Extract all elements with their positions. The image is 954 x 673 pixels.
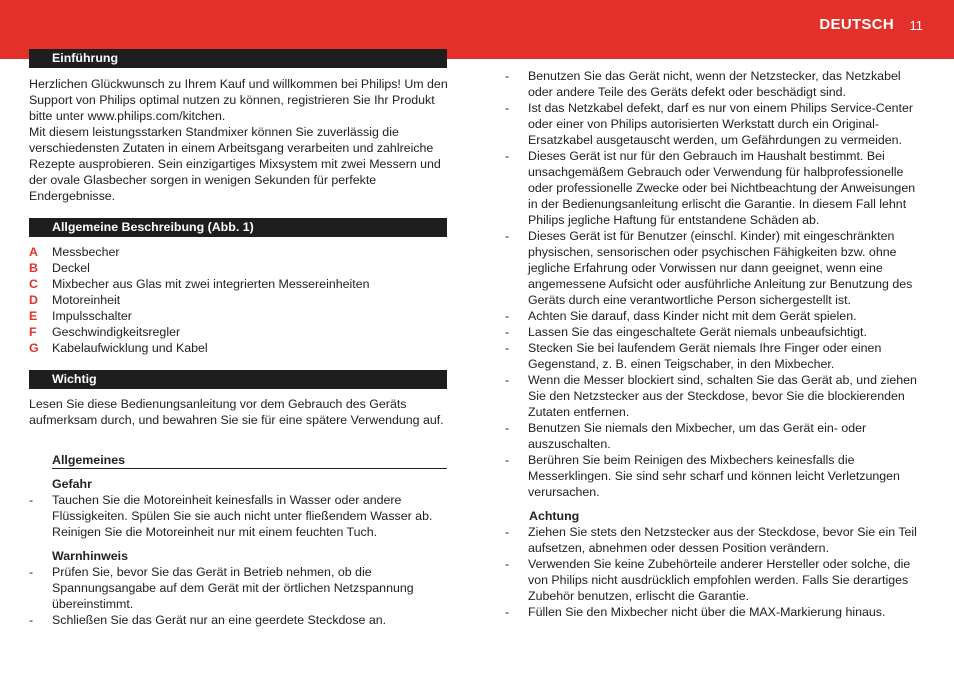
part-letter: C — [29, 277, 38, 291]
danger-heading: Gefahr — [52, 477, 92, 491]
part-letter: E — [29, 309, 38, 323]
list-item-text: Dieses Gerät ist für Benutzer (einschl. Kinder) mit eingeschränkten physischen, sensorischen oder psychischen Fähigkeiten bzw. ohne jegliche Erfahrung oder Vorwissen nur dann geeignet, wenn eine angemessene Aufsicht oder ausführliche Anleitung zur Benutzung des Geräts durch eine verantwortliche Person sichergestellt ist. — [528, 229, 913, 307]
part-item — [29, 292, 369, 308]
section-heading-description-text: Allgemeine Beschreibung (Abb. 1) — [52, 220, 254, 234]
caution-list — [505, 524, 927, 620]
warning-item — [505, 324, 927, 340]
part-letter: D — [29, 293, 38, 307]
bullet-dash: - — [505, 605, 510, 619]
section-heading-important-text: Wichtig — [52, 372, 97, 386]
list-item-text: Achten Sie darauf, dass Kinder nicht mit dem Gerät spielen. — [528, 309, 857, 323]
bullet-dash: - — [505, 557, 510, 571]
subheading-general — [52, 452, 447, 469]
bullet-dash: - — [29, 613, 34, 627]
bullet-dash: - — [505, 101, 510, 115]
warning-item — [505, 372, 927, 420]
part-label: Mixbecher aus Glas mit zwei integrierten Messereinheiten — [52, 277, 370, 291]
part-letter: A — [29, 245, 38, 259]
part-label: Deckel — [52, 261, 90, 275]
list-item-text: Berühren Sie beim Reinigen des Mixbechers keinesfalls die Messerklingen. Sie sind sehr scharf und können leicht Verletzungen verursachen. — [528, 453, 900, 499]
bullet-dash: - — [505, 229, 510, 243]
subheading-general-text: Allgemeines — [52, 453, 125, 467]
intro-paragraph-2: Mit diesem leistungsstarken Standmixer können Sie zuverlässig die verschiedensten Zutaten in einem Arbeitsgang verarbeiten und zahlreiche Rezepte ausprobieren. Sein einzigartiges Mixsystem mit zwei Messern und der ovale Glasbecher sorgen in wenigen Sekunden für perfekte Endergebnisse. — [29, 125, 441, 203]
part-label: Kabelaufwicklung und Kabel — [52, 341, 208, 355]
list-item-text: Dieses Gerät ist nur für den Gebrauch im Haushalt bestimmt. Bei unsachgemäßem Gebrauch oder Verwendung für halbprofessionelle oder professionelle Zwecke oder bei Nichtbeachtung der Anweisungen in der Bedienungsanleitung erlischt die Garantie. In diesem Fall lehnt Philips jegliche Haftung für entstandene Schäden ab. — [528, 149, 916, 227]
list-item-text: Füllen Sie den Mixbecher nicht über die MAX-Markierung hinaus. — [528, 605, 886, 619]
bullet-dash: - — [505, 421, 510, 435]
warning-list-right — [505, 68, 927, 500]
warning-heading: Warnhinweis — [52, 549, 128, 563]
part-letter: G — [29, 341, 39, 355]
list-item-text: Benutzen Sie das Gerät nicht, wenn der Netzstecker, das Netzkabel oder andere Teile des Geräts defekt oder beschädigt sind. — [528, 69, 901, 99]
warning-item — [29, 564, 447, 612]
bullet-dash: - — [505, 149, 510, 163]
warning-list-left — [29, 564, 447, 628]
list-item-text: Ist das Netzkabel defekt, darf es nur von einem Philips Service-Center oder einer von Philips autorisierten Werkstatt durch ein Original-Ersatzkabel ausgetauscht werden, um Gefährdungen zu vermeiden. — [528, 101, 913, 147]
section-heading-intro-text: Einführung — [52, 51, 119, 65]
list-item-text: Schließen Sie das Gerät nur an eine geerdete Steckdose an. — [52, 613, 387, 627]
part-label: Geschwindigkeitsregler — [52, 325, 181, 339]
part-label: Impulsschalter — [52, 309, 132, 323]
danger-item — [29, 492, 447, 540]
part-letter: B — [29, 261, 38, 275]
list-item-text: Ziehen Sie stets den Netzstecker aus der Steckdose, bevor Sie ein Teil aufsetzen, abnehmen oder dessen Position verändern. — [528, 525, 917, 555]
warning-item — [29, 612, 447, 628]
important-intro: Lesen Sie diese Bedienungsanleitung vor dem Gebrauch des Geräts aufmerksam durch, und bewahren Sie sie für eine spätere Verwendung auf. — [29, 397, 444, 427]
bullet-dash: - — [505, 453, 510, 467]
warning-item — [505, 68, 927, 100]
bullet-dash: - — [29, 565, 34, 579]
caution-item — [505, 524, 927, 556]
list-item-text: Verwenden Sie keine Zubehörteile anderer Hersteller oder solche, die von Philips nicht ausdrücklich empfohlen werden. Falls Sie derartiges Zubehör benutzen, erlischt die Garantie. — [528, 557, 911, 603]
parts-list — [29, 244, 369, 356]
part-item — [29, 324, 369, 340]
part-item — [29, 340, 369, 356]
warning-item — [505, 340, 927, 372]
list-item-text: Prüfen Sie, bevor Sie das Gerät in Betrieb nehmen, ob die Spannungsangabe auf dem Gerät mit der örtlichen Netzspannung übereinstimmt. — [52, 565, 414, 611]
bullet-dash: - — [505, 309, 510, 323]
intro-text: Herzlichen Glückwunsch zu Ihrem Kauf und willkommen bei Philips! Um den Support von Philips optimal nutzen zu können, registrieren Sie Ihr Produkt bitte unter — [29, 77, 448, 123]
bullet-dash: - — [29, 493, 34, 507]
caution-heading: Achtung — [529, 509, 580, 523]
danger-list — [29, 492, 447, 540]
bullet-dash: - — [505, 69, 510, 83]
section-heading-important — [29, 370, 447, 389]
section-heading-intro — [29, 49, 447, 68]
bullet-dash: - — [505, 325, 510, 339]
warning-item — [505, 420, 927, 452]
warning-item — [505, 308, 927, 324]
caution-item — [505, 604, 927, 620]
list-item-text: Benutzen Sie niemals den Mixbecher, um das Gerät ein- oder auszuschalten. — [528, 421, 867, 451]
part-item — [29, 308, 369, 324]
list-item-text: Lassen Sie das eingeschaltete Gerät niemals unbeaufsichtigt. — [528, 325, 867, 339]
philips-link[interactable]: www.philips.com/kitchen — [87, 109, 222, 123]
intro-paragraph-1 — [29, 76, 449, 124]
bullet-dash: - — [505, 341, 510, 355]
caution-item — [505, 556, 927, 604]
bullet-dash: - — [505, 525, 510, 539]
list-item-text: Tauchen Sie die Motoreinheit keinesfalls in Wasser oder andere Flüssigkeiten. Spülen Sie sie auch nicht unter fließendem Wasser ab. Reinigen Sie die Motoreinheit nur mit einem feuchten Tuch. — [52, 493, 433, 539]
warning-item — [505, 148, 927, 228]
part-label: Messbecher — [52, 245, 120, 259]
page-number: 11 — [909, 18, 923, 33]
list-item-text: Wenn die Messer blockiert sind, schalten Sie das Gerät ab, und ziehen Sie den Netzstecker aus der Steckdose, bevor Sie die blockierenden Zutaten entfernen. — [528, 373, 917, 419]
part-letter: F — [29, 325, 37, 339]
part-label: Motoreinheit — [52, 293, 121, 307]
part-item — [29, 244, 369, 260]
list-item-text: Stecken Sie bei laufendem Gerät niemals Ihre Finger oder einen Gegenstand, z. B. einen Teigschaber, in den Mixbecher. — [528, 341, 882, 371]
part-item — [29, 276, 369, 292]
part-item — [29, 260, 369, 276]
intro-text-end: . — [221, 109, 226, 123]
warning-item — [505, 100, 927, 148]
warning-item — [505, 452, 927, 500]
bullet-dash: - — [505, 373, 510, 387]
language-label: DEUTSCH — [819, 16, 894, 33]
warning-item — [505, 228, 927, 308]
section-heading-description — [29, 218, 447, 237]
